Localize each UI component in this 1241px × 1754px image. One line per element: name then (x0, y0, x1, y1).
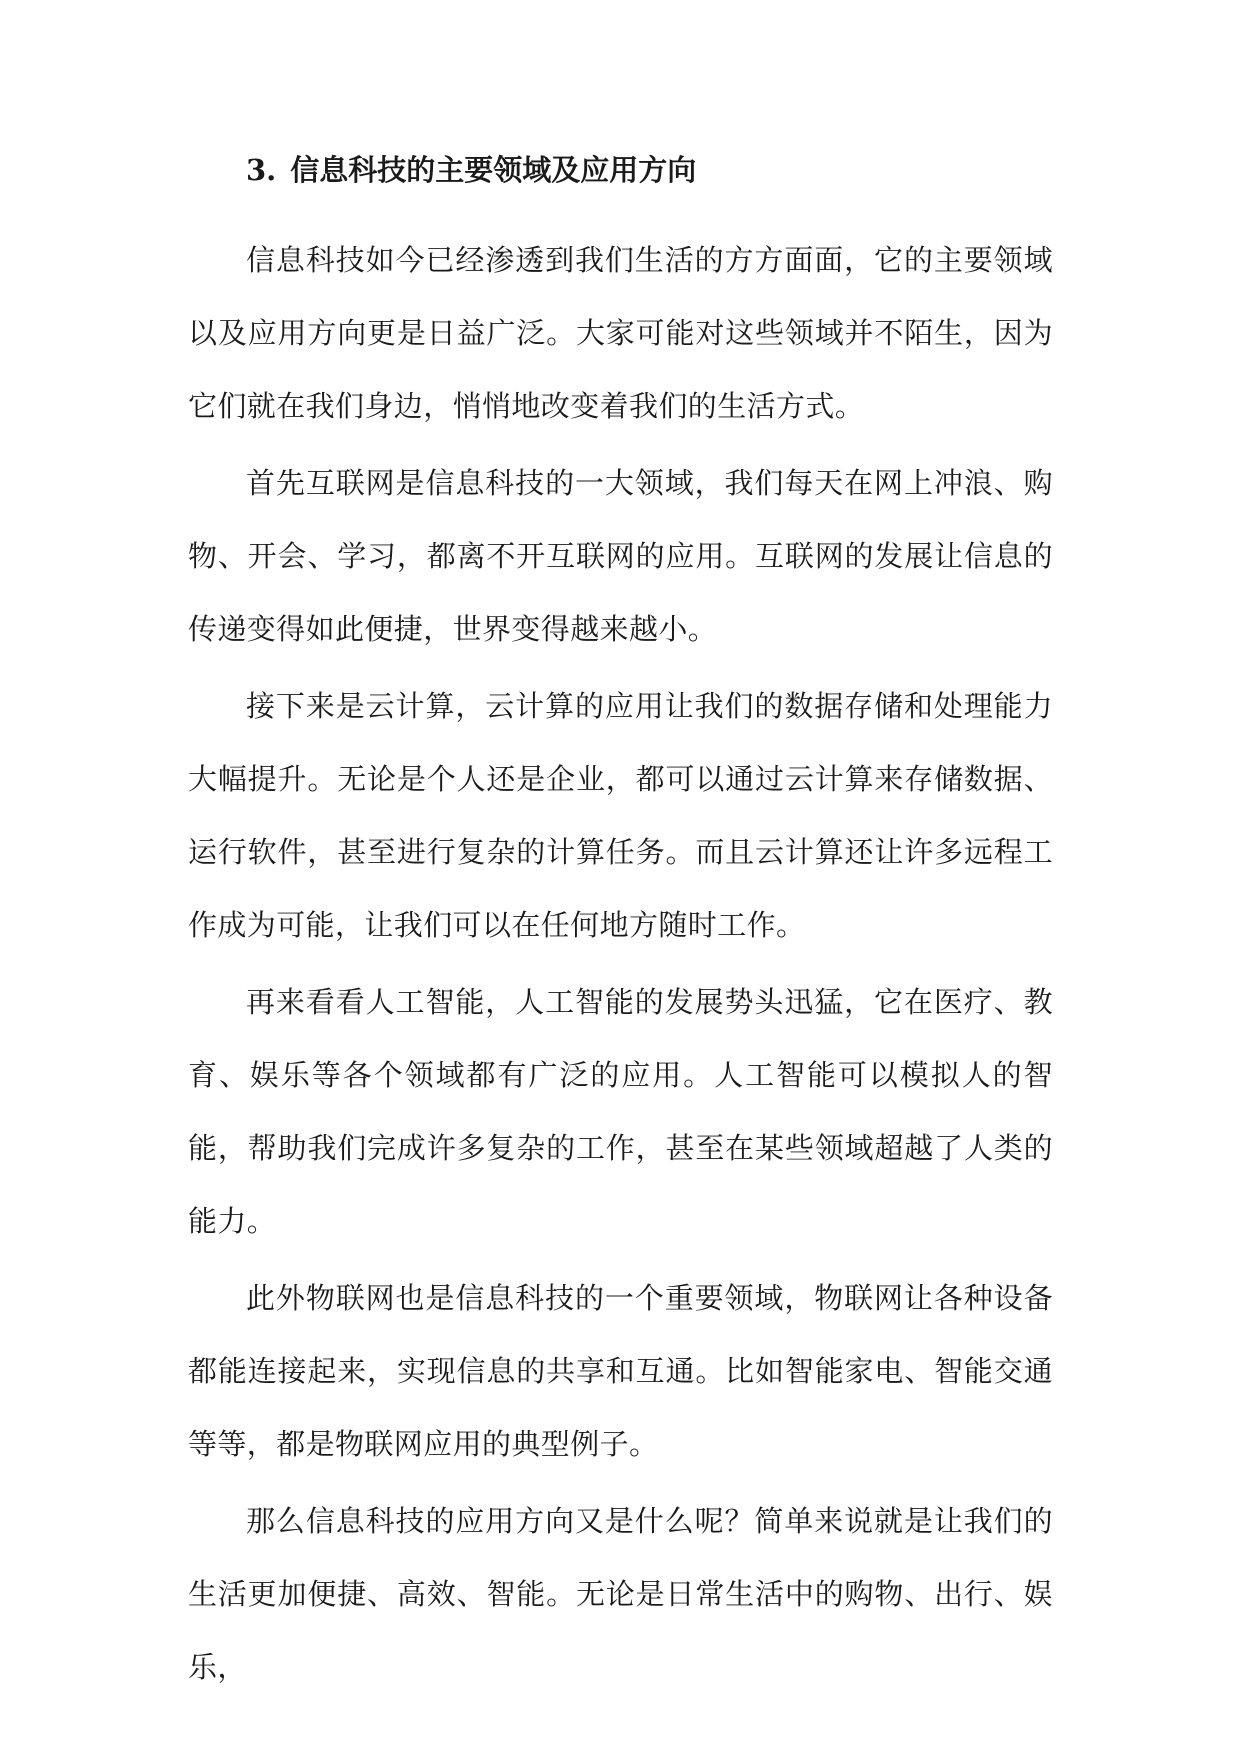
paragraph-intro: 信息科技如今已经渗透到我们生活的方方面面，它的主要领域以及应用方向更是日益广泛。大家可能对这些领域并不陌生，因为它们就在我们身边，悄悄地改变着我们的生活方式。 (188, 243, 1053, 423)
section-title: 信息科技的主要领域及应用方向 (290, 153, 697, 187)
paragraph-application-direction: 那么信息科技的应用方向又是什么呢？简单来说就是让我们的生活更加便捷、高效、智能。无论是日常生活中的购物、出行、娱乐， (188, 1504, 1053, 1684)
paragraph-cloud-computing: 接下来是云计算，云计算的应用让我们的数据存储和处理能力大幅提升。无论是个人还是企业，都可以通过云计算来存储数据、运行软件，甚至进行复杂的计算任务。而且云计算还让许多远程工作成为可能，让我们可以在任何地方随时工作。 (188, 689, 1053, 942)
section-number: 3. (246, 153, 277, 187)
paragraph-artificial-intelligence: 再来看看人工智能，人工智能的发展势头迅猛，它在医疗、教育、娱乐等各个领域都有广泛的应用。人工智能可以模拟人的智能，帮助我们完成许多复杂的工作，甚至在某些领域超越了人类的能力。 (188, 985, 1053, 1238)
paragraph-internet-of-things: 此外物联网也是信息科技的一个重要领域，物联网让各种设备都能连接起来，实现信息的共享和互通。比如智能家电、智能交通等等，都是物联网应用的典型例子。 (188, 1281, 1053, 1461)
document-body (188, 148, 1053, 1708)
paragraph-internet: 首先互联网是信息科技的一大领域，我们每天在网上冲浪、购物、开会、学习，都离不开互联网的应用。互联网的发展让信息的传递变得如此便捷，世界变得越来越小。 (188, 466, 1053, 646)
section-heading (246, 148, 1053, 192)
